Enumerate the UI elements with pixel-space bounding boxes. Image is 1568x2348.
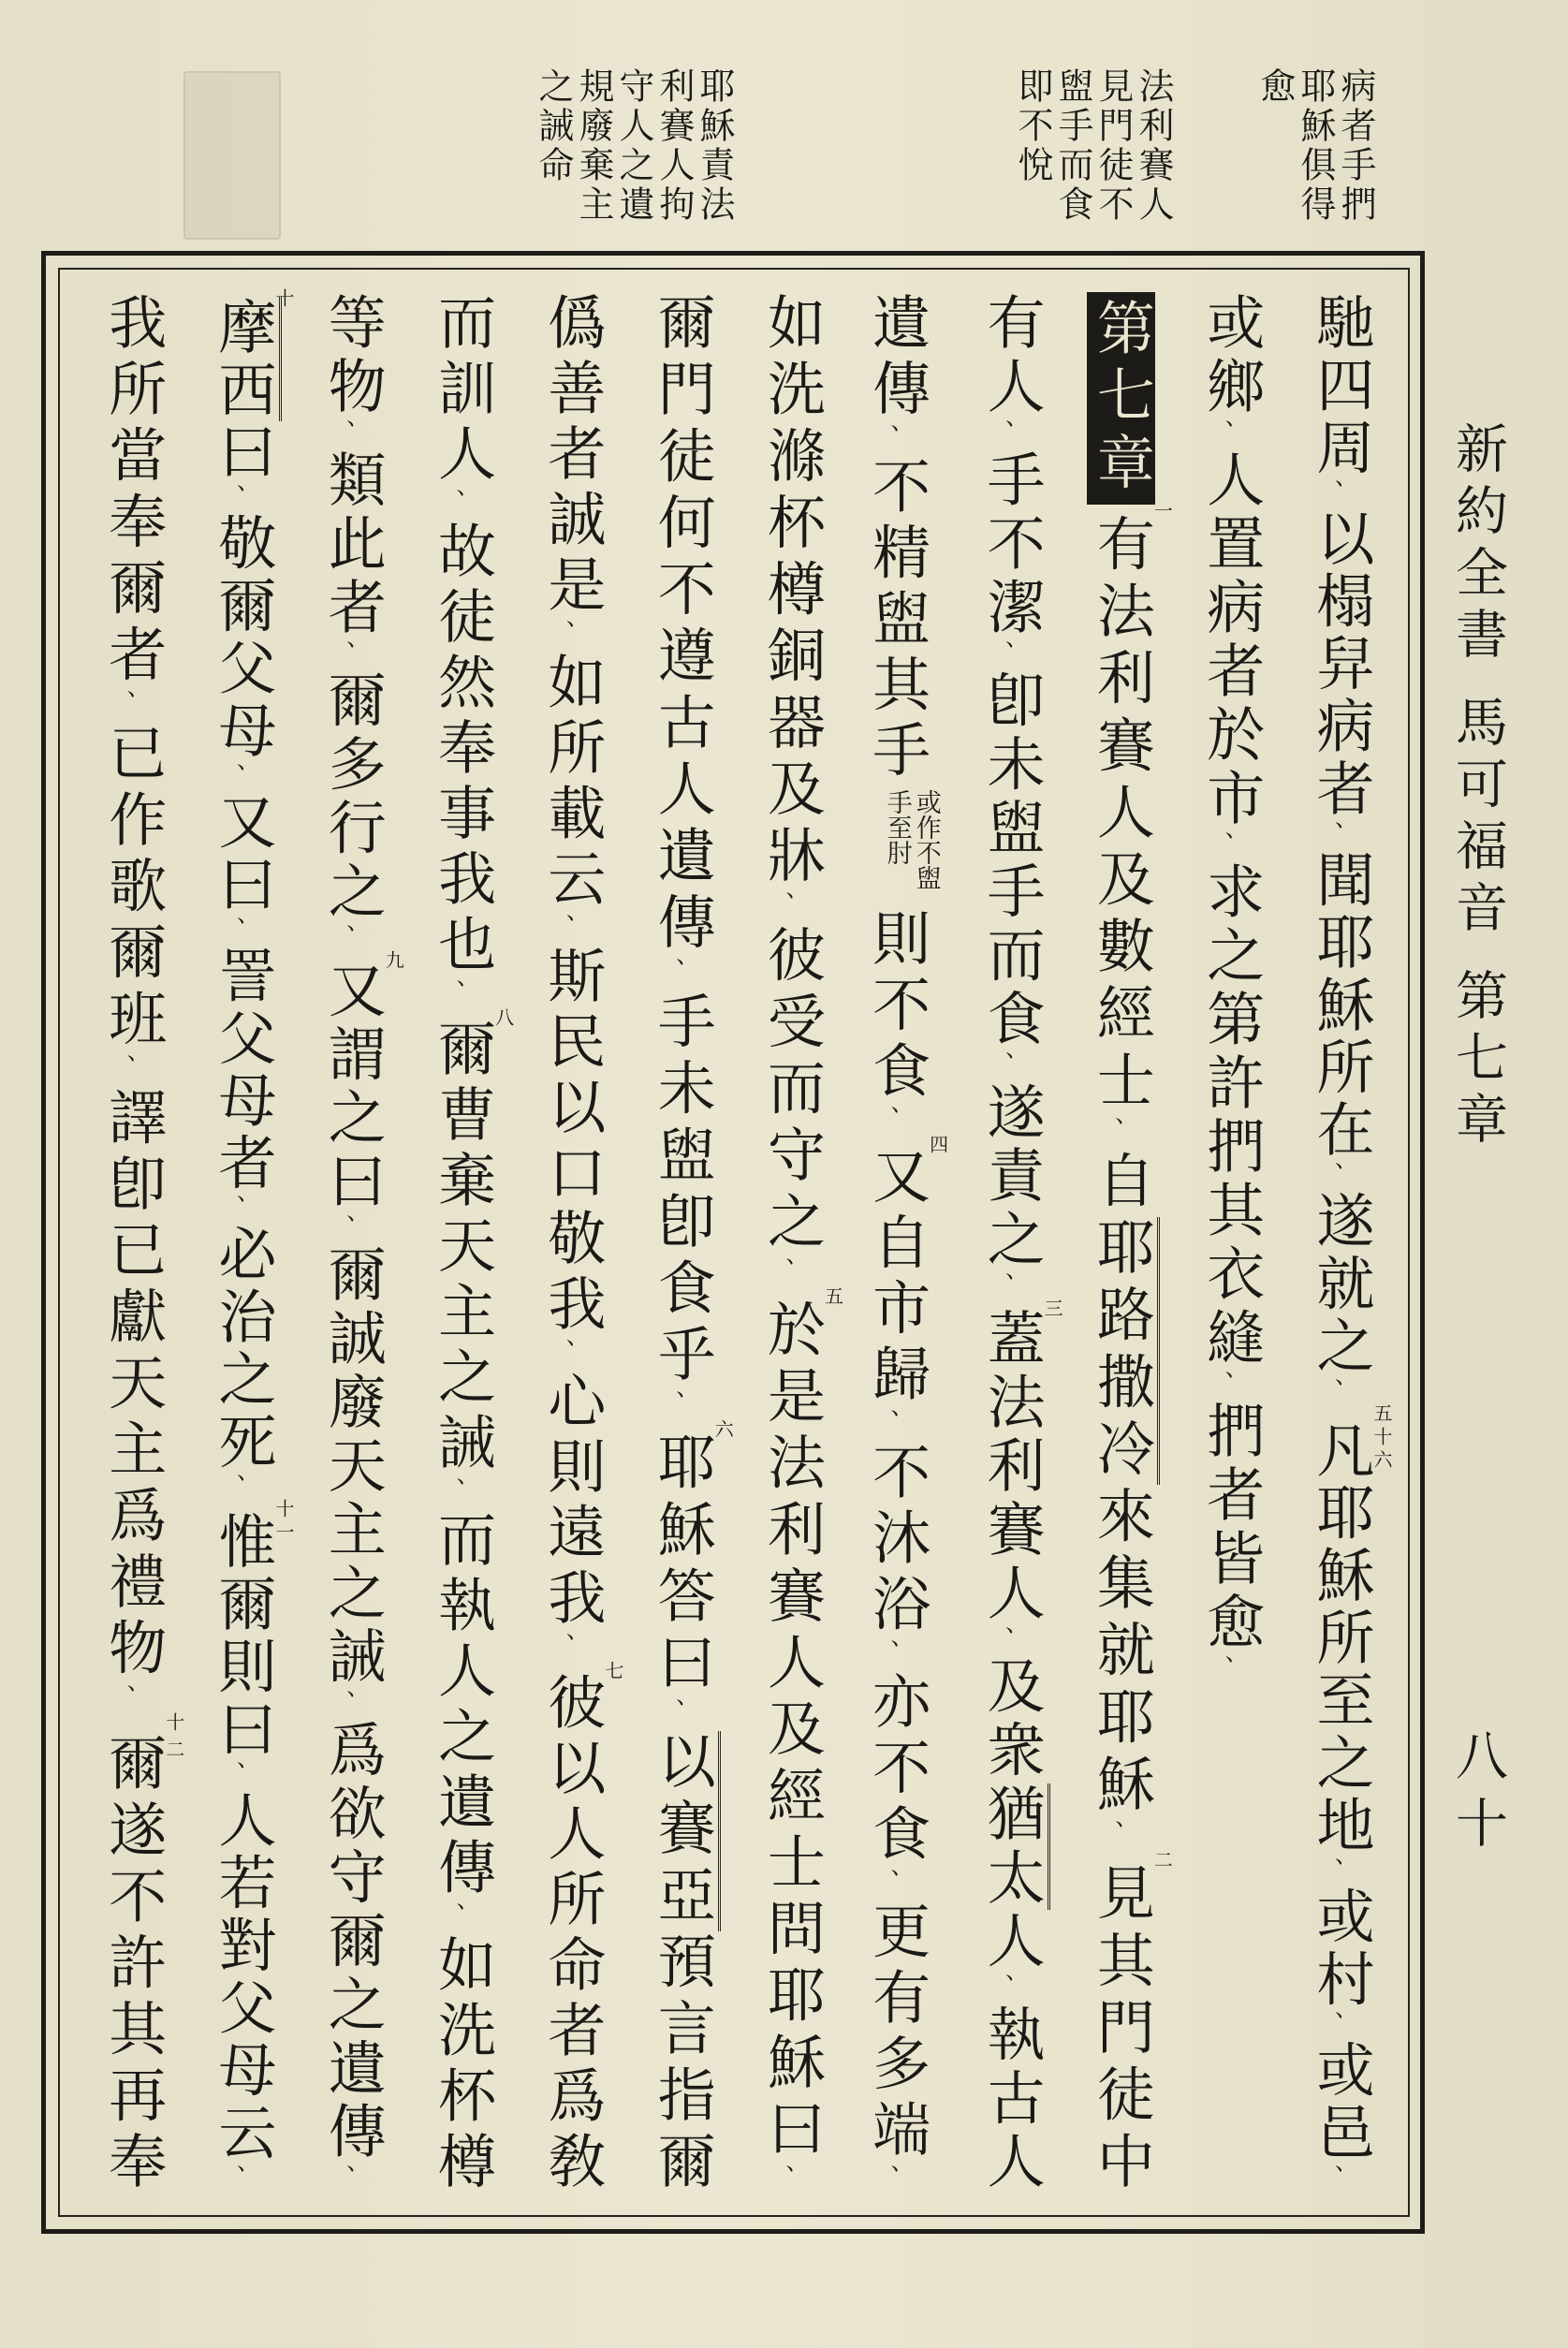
- text-run: 人若對父母云: [209, 1789, 277, 2165]
- text-run: 爾多行之: [318, 669, 388, 925]
- punctuation-mark: 、: [986, 1625, 1015, 1656]
- text-run: 有人: [977, 292, 1047, 419]
- punctuation-mark: 、: [986, 1051, 1015, 1082]
- punctuation-mark: 、: [1315, 820, 1343, 850]
- text-column: [1081, 292, 1174, 2190]
- text-run: 詈父母者: [209, 945, 277, 1196]
- text-run: 爲欲守爾之遺傳: [318, 1719, 388, 2165]
- text-run: 敬爾父母: [209, 512, 277, 763]
- text-run: 遺傳: [862, 292, 931, 424]
- punctuation-mark: 、: [766, 2165, 795, 2190]
- verse-number: 十二: [162, 1712, 185, 1768]
- text-run: 如洗滌杯樽銅器及牀: [757, 292, 827, 892]
- library-stamp: [183, 71, 281, 240]
- text-run: 已作歌爾班: [98, 722, 168, 1055]
- text-run: 必治之死: [209, 1224, 277, 1474]
- proper-noun: 摩西: [209, 297, 282, 421]
- text-run: 遂就之: [1307, 1190, 1375, 1378]
- chapter-title: 第七章: [1447, 968, 1508, 1153]
- punctuation-mark: 、: [107, 1054, 136, 1087]
- text-run: 亦不食: [862, 1671, 931, 1870]
- punctuation-mark: 、: [871, 423, 900, 457]
- text-run: 又謂之曰: [318, 960, 388, 1215]
- text-run: 見其門徒中: [1087, 1862, 1156, 2190]
- proper-noun: 以賽亞: [648, 1731, 721, 1930]
- punctuation-mark: 、: [986, 418, 1015, 449]
- punctuation-mark: 、: [107, 1683, 136, 1717]
- proper-noun: 猶太: [977, 1783, 1050, 1911]
- verse-number: 三: [1041, 1299, 1064, 1323]
- proper-noun: 耶路撒冷: [1087, 1217, 1160, 1485]
- punctuation-mark: 、: [217, 1195, 245, 1225]
- text-run: 彼受而守之: [757, 924, 827, 1258]
- text-run: 馳四周: [1307, 292, 1375, 480]
- text-run: 及衆: [977, 1655, 1047, 1783]
- text-run: 以榻舁病者: [1307, 507, 1375, 821]
- text-run: 或鄉: [1196, 292, 1266, 419]
- punctuation-mark: 、: [656, 958, 685, 991]
- text-run: 心則遠我: [537, 1371, 607, 1633]
- text-run: 卽未盥手而食: [977, 669, 1047, 1052]
- punctuation-mark: 、: [327, 924, 356, 955]
- text-run: 蓋法利賽人: [977, 1307, 1047, 1626]
- verse-number: 十一: [272, 1498, 295, 1546]
- text-run: 類此者: [318, 448, 388, 640]
- punctuation-mark: 、: [766, 891, 795, 925]
- punctuation-mark: 、: [1095, 1820, 1124, 1855]
- text-run: 人置病者於市: [1196, 449, 1266, 831]
- punctuation-mark: 、: [546, 1339, 575, 1371]
- text-column: [313, 292, 405, 2190]
- text-run: 等物: [318, 292, 388, 419]
- punctuation-mark: 、: [436, 1902, 465, 1934]
- verse-number: 九: [382, 950, 405, 976]
- punctuation-mark: 、: [436, 1477, 465, 1509]
- text-run: 如洗杯樽: [428, 1934, 497, 2189]
- text-column: [862, 292, 949, 2190]
- punctuation-mark: 、: [436, 979, 465, 1011]
- text-run: 爾遂不許其再奉: [98, 1733, 168, 2190]
- text-column: [1192, 292, 1270, 2189]
- text-run: 不精盥其手: [862, 456, 931, 785]
- text-run: 耶穌答曰: [648, 1431, 717, 1699]
- punctuation-mark: 、: [986, 1974, 1015, 2004]
- text-column: [753, 292, 844, 2190]
- text-column: [642, 292, 735, 2190]
- text-run: 僞善者誠是: [537, 292, 607, 620]
- punctuation-mark: 、: [1095, 1116, 1124, 1151]
- punctuation-mark: 、: [217, 916, 245, 946]
- punctuation-mark: 、: [546, 914, 575, 946]
- punctuation-mark: 、: [327, 1689, 356, 1720]
- verse-number: 八: [491, 1007, 515, 1034]
- page-number: 八十: [1447, 1728, 1508, 1863]
- verse-number: 五十六: [1370, 1402, 1393, 1473]
- text-run: 凡耶穌所至之地: [1307, 1419, 1375, 1857]
- running-head: [1447, 421, 1507, 1153]
- text-run: 曰: [209, 421, 277, 484]
- text-run: 執古人: [977, 2003, 1047, 2190]
- punctuation-mark: 、: [1315, 2010, 1343, 2040]
- punctuation-mark: 、: [871, 1869, 900, 1901]
- punctuation-mark: 、: [107, 690, 136, 723]
- text-run: 不沐浴: [862, 1441, 931, 1639]
- text-column: [533, 292, 624, 2189]
- punctuation-mark: 、: [1205, 1371, 1234, 1401]
- text-run: 自: [1087, 1150, 1156, 1218]
- text-run: 又自市歸: [862, 1145, 931, 1410]
- punctuation-mark: 、: [1315, 2165, 1343, 2190]
- punctuation-mark: 、: [986, 1272, 1015, 1302]
- text-run: 更有多端: [862, 1900, 931, 2165]
- punctuation-mark: 、: [217, 1761, 245, 1790]
- text-run: 人: [977, 1910, 1047, 1974]
- punctuation-mark: 、: [766, 1257, 795, 1291]
- punctuation-mark: 、: [1205, 1655, 1234, 1685]
- punctuation-mark: 、: [656, 1698, 685, 1732]
- text-run: 斯民以口敬我: [537, 946, 607, 1339]
- punctuation-mark: 、: [871, 2165, 900, 2190]
- margin-note: 耶穌責法利賽人拘守人之遺規廢棄主之誡命: [533, 67, 735, 225]
- verse-number: 六: [711, 1419, 735, 1447]
- punctuation-mark: 、: [436, 489, 465, 521]
- punctuation-mark: 、: [656, 1390, 685, 1424]
- verse-number: 五: [821, 1286, 844, 1314]
- punctuation-mark: 、: [217, 762, 245, 792]
- text-run: 爾誠廢天主之誡: [318, 1244, 388, 1690]
- punctuation-mark: 、: [327, 639, 356, 670]
- interlinear-note: 或作不盥手至肘: [882, 788, 941, 890]
- punctuation-mark: 、: [217, 483, 245, 513]
- text-column: [423, 292, 515, 2189]
- punctuation-mark: 、: [1205, 419, 1234, 449]
- text-run: 譯卽已獻天主爲禮物: [98, 1086, 168, 1684]
- punctuation-mark: 、: [986, 639, 1015, 670]
- text-run: 於是法利賽人及經士問耶穌曰: [757, 1299, 827, 2165]
- punctuation-mark: 、: [327, 418, 356, 449]
- punctuation-mark: 、: [1315, 479, 1343, 508]
- chapter-heading: 第七章: [1087, 292, 1155, 505]
- text-run: 捫者皆愈: [1196, 1401, 1266, 1655]
- text-run: 故徒然奉事我也: [428, 521, 497, 979]
- text-run: 或村: [1307, 1886, 1375, 2011]
- text-run: 則不食: [862, 900, 931, 1107]
- punctuation-mark: 、: [546, 1633, 575, 1665]
- text-run: 有法利賽人及數經士: [1087, 513, 1156, 1117]
- text-run: 而執人之遺傳: [428, 1509, 497, 1902]
- text-run: 爾門徒何不遵古人遺傳: [648, 292, 717, 959]
- punctuation-mark: 、: [327, 1214, 356, 1245]
- text-run: 來集就耶穌: [1087, 1485, 1156, 1821]
- text-run: 手未盥卽食乎: [648, 991, 717, 1391]
- text-run: 我所當奉爾者: [98, 292, 168, 691]
- text-run: 又曰: [209, 791, 277, 917]
- text-run: 如所載云: [537, 652, 607, 914]
- verse-number: 十: [272, 288, 295, 312]
- text-run: 遂責之: [977, 1081, 1047, 1273]
- text-column: [1301, 292, 1393, 2190]
- punctuation-mark: 、: [1315, 1377, 1343, 1407]
- verse-number: 二: [1150, 1850, 1174, 1878]
- gospel-title: 馬可福音: [1447, 695, 1508, 942]
- text-run: 而訓人: [428, 292, 497, 489]
- text-run: 爾曹棄天主之誡: [428, 1019, 497, 1477]
- margin-note: 病者手捫耶穌俱得愈: [1254, 67, 1376, 225]
- punctuation-mark: 、: [1205, 831, 1234, 861]
- text-column: [203, 288, 295, 2190]
- verse-number: 四: [926, 1134, 949, 1161]
- punctuation-mark: 、: [871, 1106, 900, 1138]
- punctuation-mark: 、: [327, 2165, 356, 2190]
- book-title: 新約全書: [1447, 421, 1508, 668]
- verse-number: 一: [1150, 500, 1174, 529]
- text-run: 彼以人所命者爲敎: [537, 1672, 607, 2189]
- punctuation-mark: 、: [1315, 1856, 1343, 1886]
- text-run: 或邑: [1307, 2039, 1375, 2165]
- text-run: 手不潔: [977, 448, 1047, 640]
- punctuation-mark: 、: [546, 620, 575, 652]
- punctuation-mark: 、: [217, 1473, 245, 1503]
- text-run: 求之第許捫其衣縫: [1196, 861, 1266, 1371]
- punctuation-mark: 、: [871, 1638, 900, 1672]
- margin-note: 法利賽人見門徒不盥手而食即不悅: [1012, 67, 1174, 225]
- punctuation-mark: 、: [1315, 1161, 1343, 1191]
- punctuation-mark: 、: [217, 2165, 245, 2190]
- text-run: 惟爾則曰: [209, 1511, 277, 1762]
- text-column: [94, 292, 185, 2190]
- text-column: [972, 292, 1064, 2190]
- text-run: 聞耶穌所在: [1307, 849, 1375, 1162]
- text-run: 預言指爾: [648, 1930, 717, 2190]
- verse-number: 七: [601, 1661, 624, 1687]
- punctuation-mark: 、: [871, 1409, 900, 1442]
